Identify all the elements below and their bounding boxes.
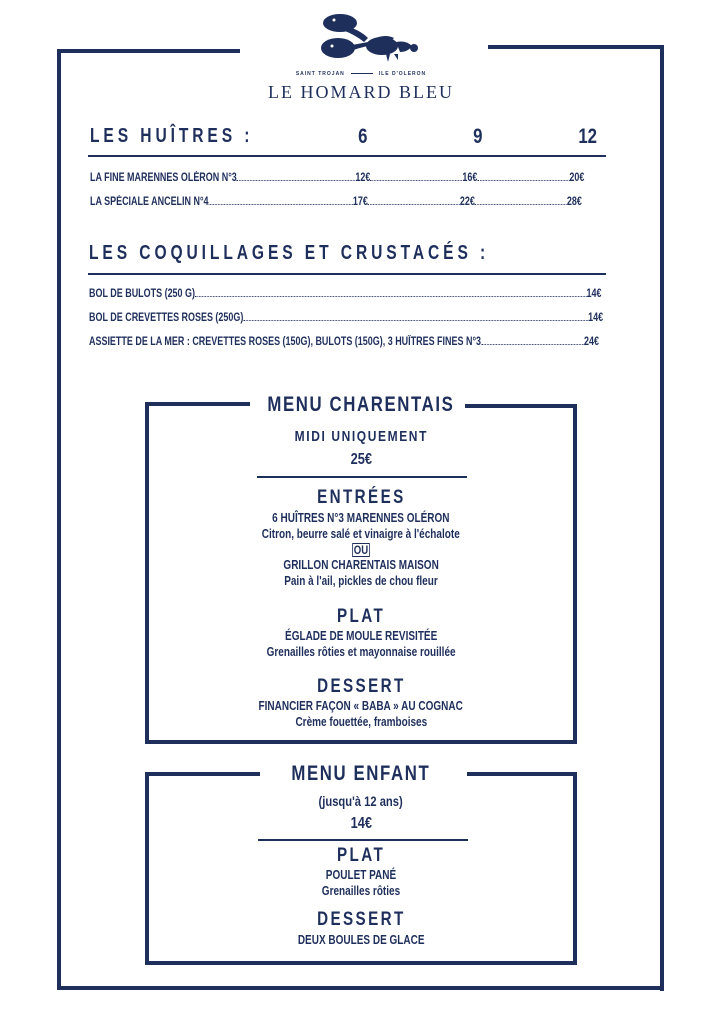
oyster-name: LA SPÉCIALE ANCELIN N°4 xyxy=(90,196,209,208)
charentais-rule xyxy=(257,476,467,478)
oysters-title: LES HUÎTRES : xyxy=(90,125,254,147)
charentais-or-label: OU xyxy=(353,543,369,557)
charentais-title: MENU CHARENTAIS xyxy=(267,393,455,416)
shellfish-name: ASSIETTE DE LA MER : CREVETTES ROSES (150G), BULOTS (150G), 3 HUÎTRES FINES N°3 xyxy=(89,336,482,348)
charentais-plat-label: PLAT xyxy=(336,606,386,627)
charentais-dessert-label: DESSERT xyxy=(316,676,406,697)
enfant-plat-desc: Grenailles rôties xyxy=(321,884,401,898)
tagline xyxy=(0,71,722,77)
lobster-logo-icon xyxy=(316,12,421,68)
charentais-entree1-desc: Citron, beurre salé et vinaigre à l'échalote xyxy=(261,527,460,541)
oyster-row-2 xyxy=(90,196,582,208)
enfant-dessert-name: DEUX BOULES DE GLACE xyxy=(297,933,425,947)
charentais-plat-name: ÉGLADE DE MOULE REVISITÉE xyxy=(284,629,438,643)
oyster-name: LA FINE MARENNES OLÉRON N°3 xyxy=(90,172,237,184)
shellfish-rule xyxy=(88,273,606,275)
tagline-left: SAINT TROJAN xyxy=(295,71,345,77)
charentais-entree2-desc: Pain à l'ail, pickles de chou fleur xyxy=(284,574,438,588)
oysters-col-12: 12 xyxy=(578,125,598,148)
oyster-price-6: 12€ xyxy=(355,172,371,184)
shellfish-title: LES COQUILLAGES ET CRUSTACÉS : xyxy=(89,242,490,264)
enfant-rule xyxy=(258,839,468,841)
enfant-subtitle: (jusqu'à 12 ans) xyxy=(318,793,404,809)
oyster-row-1 xyxy=(90,172,584,184)
outer-frame-bottom xyxy=(57,986,664,990)
charentais-plat-desc: Grenailles rôties et mayonnaise rouillée xyxy=(266,645,456,659)
enfant-dessert-label: DESSERT xyxy=(316,909,406,930)
oyster-price-9: 16€ xyxy=(462,172,478,184)
enfant-plat-name: POULET PANÉ xyxy=(325,868,397,882)
oysters-col-9: 9 xyxy=(473,125,483,148)
shellfish-price: 24€ xyxy=(583,336,599,348)
shellfish-price: 14€ xyxy=(588,312,604,324)
charentais-subtitle: MIDI UNIQUEMENT xyxy=(294,428,428,445)
shellfish-price: 14€ xyxy=(586,288,602,300)
charentais-entree2-name: GRILLON CHARENTAIS MAISON xyxy=(283,558,439,572)
tagline-right: ILE D'OLERON xyxy=(378,71,427,77)
enfant-plat-label: PLAT xyxy=(336,845,386,866)
shellfish-name: BOL DE CREVETTES ROSES (250G) xyxy=(89,312,244,324)
charentais-entrees-label: ENTRÉES xyxy=(316,487,406,508)
shellfish-row-2 xyxy=(89,312,603,324)
shellfish-name: BOL DE BULOTS (250 G) xyxy=(89,288,195,300)
shellfish-row-1 xyxy=(89,288,602,300)
charentais-entree1-name: 6 HUÎTRES N°3 MARENNES OLÉRON xyxy=(272,511,450,525)
shellfish-row-3 xyxy=(89,336,599,348)
outer-frame-top-right xyxy=(488,45,664,49)
oysters-rule xyxy=(88,155,606,157)
oyster-price-12: 28€ xyxy=(566,196,582,208)
charentais-price: 25€ xyxy=(350,451,372,468)
oysters-col-6: 6 xyxy=(358,125,368,148)
charentais-frame-bottom xyxy=(145,740,577,744)
enfant-price: 14€ xyxy=(350,815,372,832)
oyster-price-12: 20€ xyxy=(569,172,585,184)
oyster-price-6: 17€ xyxy=(352,196,368,208)
charentais-dessert-desc: Crème fouettée, framboises xyxy=(295,715,427,729)
enfant-title: MENU ENFANT xyxy=(291,762,431,785)
brand-name: LE HOMARD BLEU xyxy=(268,82,454,102)
outer-frame-top-left xyxy=(57,49,240,53)
oyster-price-9: 22€ xyxy=(459,196,475,208)
charentais-dessert-name: FINANCIER FAÇON « BABA » AU COGNAC xyxy=(258,699,464,713)
enfant-frame-bottom xyxy=(145,961,577,965)
